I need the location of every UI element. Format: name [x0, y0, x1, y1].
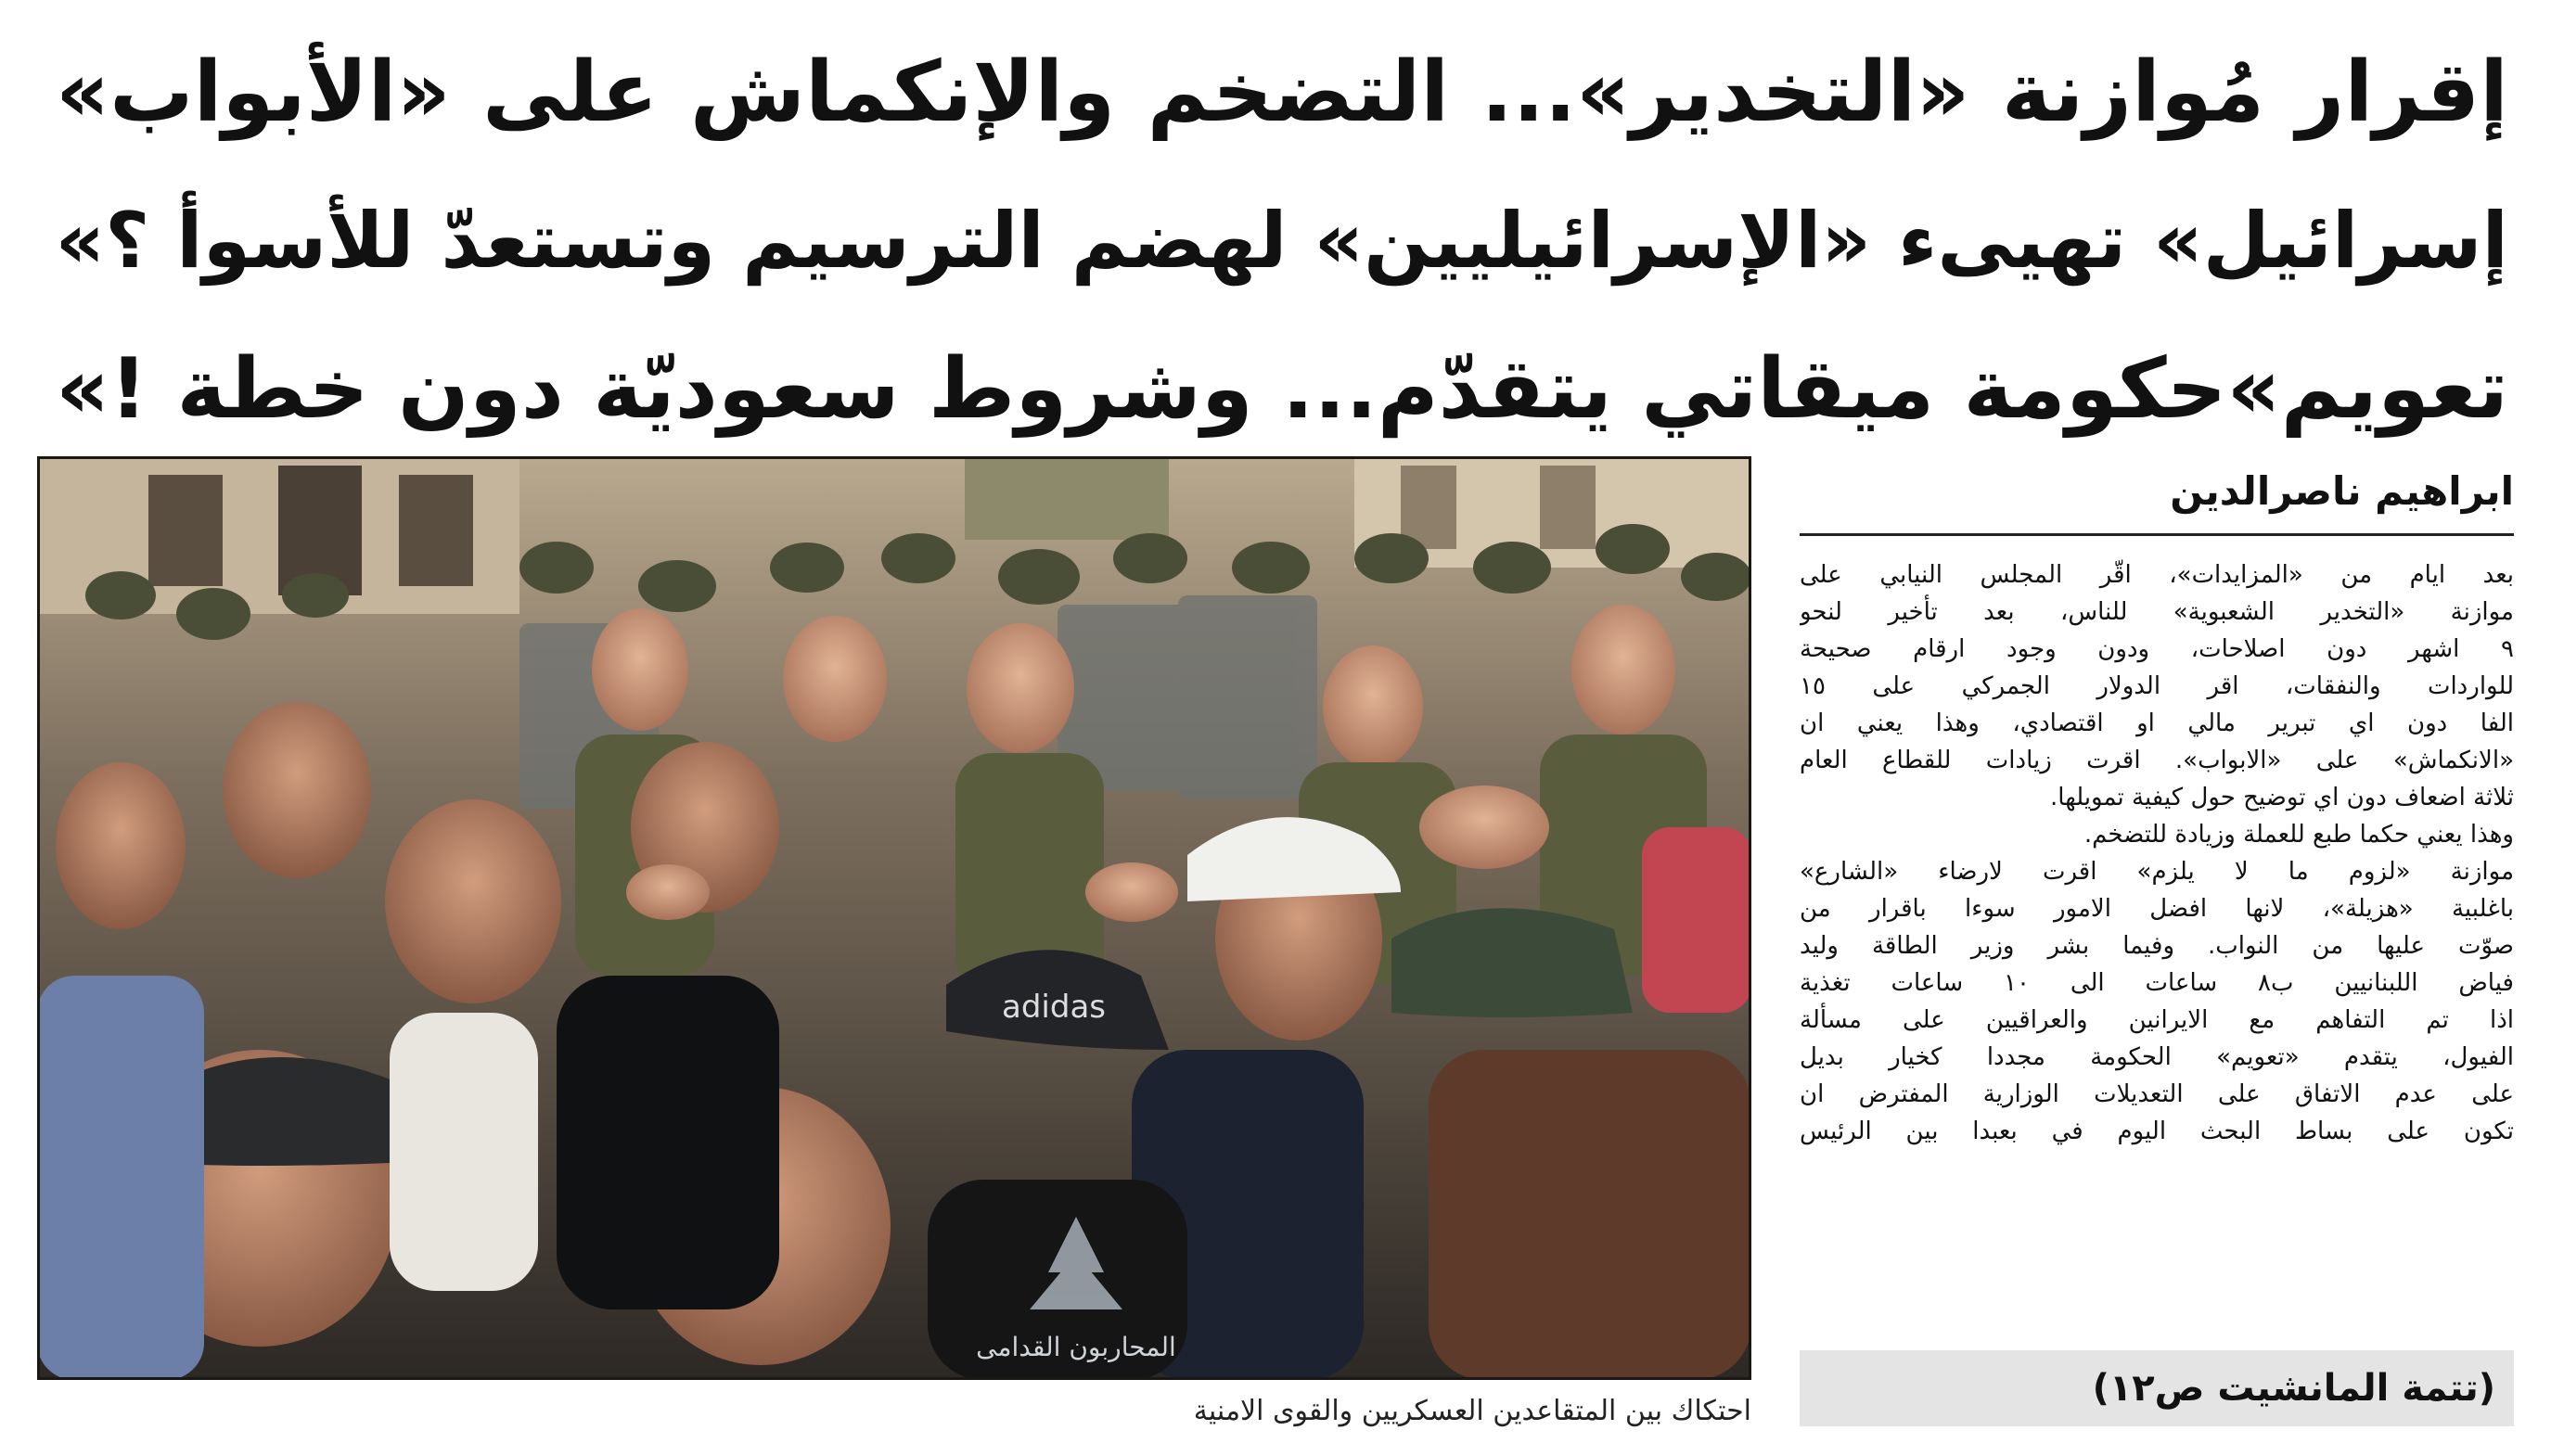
continued-box	[1800, 1350, 2514, 1426]
article-line: للواردات والنفقات، اقر الدولار الجمركي على ١٥	[1800, 672, 2514, 700]
news-photo	[37, 456, 1751, 1380]
article-line: الفا دون اي تبرير مالي او اقتصادي، وهذا يعني ان	[1800, 709, 2514, 737]
article-line: صوّت عليها من النواب. وفيما بشر وزير الطاقة وليد	[1800, 932, 2514, 960]
protest-photo-illustration	[37, 456, 1751, 1380]
article-line: اذا تم التفاهم مع الايرانين والعراقيين على مسألة	[1800, 1006, 2514, 1034]
article-line: «الانكماش» على «الابواب». اقرت زيادات للقطاع العام	[1800, 747, 2514, 774]
headline-line-2: إسرائيل» تهيىء «الإسرائيليين» لهضم الترسيم وتستعدّ للأسوأ ؟»	[56, 196, 2508, 286]
continued-label: (تتمة المانشيت ص١٢)	[2092, 1367, 2495, 1410]
photo-caption: احتكاك بين المتقاعدين العسكريين والقوى الامنية	[1193, 1395, 1751, 1427]
article-line: بعد ايام من «المزايدات»، اقّر المجلس النيابي على	[1800, 561, 2514, 589]
article-line: تكون على بساط البحث اليوم في بعبدا بين الرئيس	[1800, 1118, 2514, 1145]
article-line: موازنة «التخدير الشعبوية» للناس، بعد تأخير لنحو	[1800, 598, 2514, 626]
article-line: ٩ اشهر دون اصلاحات، ودون وجود ارقام صحيحة	[1800, 635, 2514, 663]
headline-line-1: إقرار مُوازنة «التخدير»... التضخم والإنكماش على «الأبواب»	[56, 44, 2508, 141]
article-line: على عدم الاتفاق على التعديلات الوزارية المفترض ان	[1800, 1080, 2514, 1108]
author-byline: ابراهيم ناصرالدين	[2170, 468, 2514, 514]
byline-divider	[1800, 533, 2514, 536]
headline-line-3: تعويم»حكومة ميقاتي يتقدّم... وشروط سعوديّة دون خطة !»	[56, 340, 2508, 438]
article-line: موازنة «لزوم ما لا يلزم» اقرت لارضاء «الشارع»	[1800, 858, 2514, 886]
shirt-emblem-text: المحاربون القدامى	[976, 1332, 1176, 1362]
article-line: ثلاثة اضعاف دون اي توضيح حول كيفية تمويلها.	[2050, 784, 2514, 811]
article-body	[1800, 556, 2514, 1345]
article-line: فياض اللبنانيين ب٨ ساعات الى ١٠ ساعات تغذية	[1800, 969, 2514, 997]
article-line: وهذا يعني حكما طبع للعملة وزيادة للتضخم.	[2083, 821, 2514, 849]
article-line: الفيول، يتقدم «تعويم» الحكومة مجددا كخيار بديل	[1800, 1043, 2514, 1071]
cap-logo-text: adidas	[1002, 989, 1106, 1026]
article-line: باغلبية «هزيلة»، لانها افضل الامور سوءا باقرار من	[1800, 895, 2514, 923]
